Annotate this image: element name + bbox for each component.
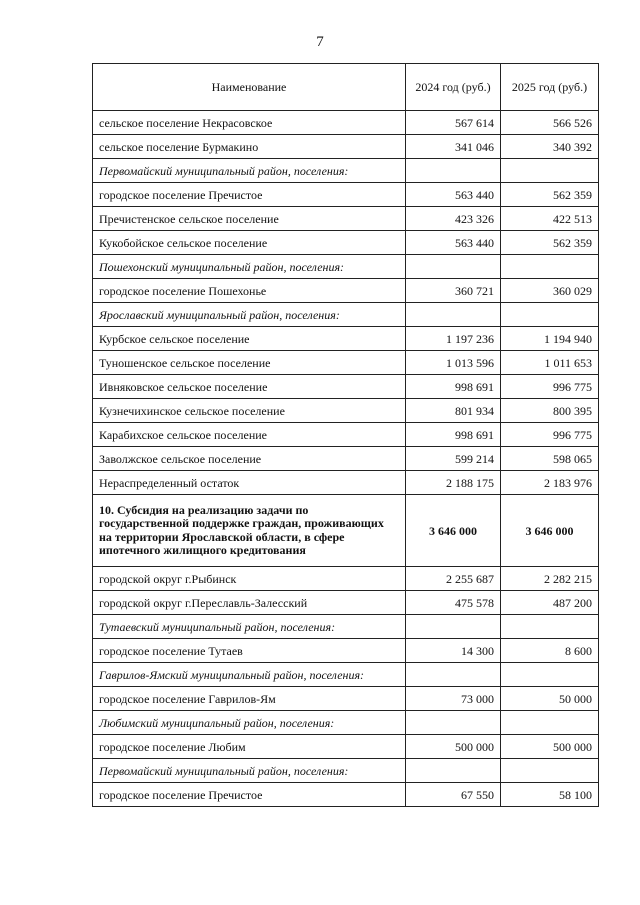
table-row: [93, 759, 599, 783]
value-2024-cell: 341 046: [406, 135, 501, 159]
name-cell: городское поселение Гаврилов-Ям: [93, 687, 406, 711]
page-number: 7: [316, 34, 324, 50]
header-row: [93, 64, 599, 111]
name-cell: сельское поселение Некрасовское: [93, 111, 406, 135]
value-2025-cell: 2 183 976: [501, 471, 599, 495]
table-row: [93, 255, 599, 279]
value-2025-cell: 8 600: [501, 639, 599, 663]
table-row: [93, 207, 599, 231]
table-row: [93, 351, 599, 375]
table-body: [93, 111, 599, 807]
name-cell: городское поселение Пречистое: [93, 183, 406, 207]
value-2025-cell: [501, 159, 599, 183]
value-2025-cell: 562 359: [501, 231, 599, 255]
table-row: [93, 159, 599, 183]
value-2025-cell: 566 526: [501, 111, 599, 135]
table-row: [93, 471, 599, 495]
name-cell: Ярославский муниципальный район, поселения:: [93, 303, 406, 327]
table-row: [93, 495, 599, 567]
name-cell: Первомайский муниципальный район, поселения:: [93, 759, 406, 783]
table-row: [93, 567, 599, 591]
value-2024-cell: [406, 759, 501, 783]
table-row: [93, 111, 599, 135]
name-cell: Карабихское сельское поселение: [93, 423, 406, 447]
value-2024-cell: 360 721: [406, 279, 501, 303]
name-cell: Любимский муниципальный район, поселения:: [93, 711, 406, 735]
table-row: [93, 711, 599, 735]
name-cell: городское поселение Пошехонье: [93, 279, 406, 303]
table-row: [93, 615, 599, 639]
table-row: [93, 663, 599, 687]
value-2024-cell: 14 300: [406, 639, 501, 663]
value-2024-cell: 599 214: [406, 447, 501, 471]
table-row: [93, 639, 599, 663]
value-2025-cell: [501, 303, 599, 327]
header-name: Наименование: [93, 64, 406, 111]
name-cell: Туношенское сельское поселение: [93, 351, 406, 375]
header-2025: 2025 год (руб.): [501, 64, 599, 111]
value-2025-cell: 340 392: [501, 135, 599, 159]
name-cell: Пречистенское сельское поселение: [93, 207, 406, 231]
value-2024-cell: [406, 159, 501, 183]
table-row: [93, 687, 599, 711]
value-2024-cell: 1 013 596: [406, 351, 501, 375]
table-row: [93, 375, 599, 399]
value-2025-cell: 562 359: [501, 183, 599, 207]
table-row: [93, 783, 599, 807]
value-2024-cell: 73 000: [406, 687, 501, 711]
name-cell: Ивняковское сельское поселение: [93, 375, 406, 399]
table-row: [93, 279, 599, 303]
value-2024-cell: 3 646 000: [406, 495, 501, 567]
table-row: [93, 423, 599, 447]
name-cell: городской округ г.Рыбинск: [93, 567, 406, 591]
table-row: [93, 591, 599, 615]
table-header: [93, 64, 599, 111]
value-2024-cell: [406, 663, 501, 687]
value-2025-cell: [501, 663, 599, 687]
value-2025-cell: 2 282 215: [501, 567, 599, 591]
table-row: [93, 447, 599, 471]
name-cell: Первомайский муниципальный район, поселения:: [93, 159, 406, 183]
name-cell: Заволжское сельское поселение: [93, 447, 406, 471]
header-2024: 2024 год (руб.): [406, 64, 501, 111]
value-2024-cell: [406, 303, 501, 327]
name-cell: Курбское сельское поселение: [93, 327, 406, 351]
table-row: [93, 135, 599, 159]
value-2024-cell: 475 578: [406, 591, 501, 615]
value-2025-cell: 500 000: [501, 735, 599, 759]
table-row: [93, 327, 599, 351]
value-2025-cell: 996 775: [501, 375, 599, 399]
value-2024-cell: 563 440: [406, 231, 501, 255]
value-2025-cell: 800 395: [501, 399, 599, 423]
value-2025-cell: [501, 255, 599, 279]
value-2024-cell: 567 614: [406, 111, 501, 135]
value-2025-cell: [501, 759, 599, 783]
value-2025-cell: 50 000: [501, 687, 599, 711]
value-2024-cell: 563 440: [406, 183, 501, 207]
name-cell: 10. Субсидия на реализацию задачи по государственной поддержке граждан, проживающих на территории Ярославской области, в сфере ипотечного жилищного кредитования: [93, 495, 406, 567]
name-cell: Тутаевский муниципальный район, поселения:: [93, 615, 406, 639]
table-row: [93, 399, 599, 423]
value-2025-cell: 487 200: [501, 591, 599, 615]
name-cell: Нераспределенный остаток: [93, 471, 406, 495]
value-2024-cell: 67 550: [406, 783, 501, 807]
value-2025-cell: 360 029: [501, 279, 599, 303]
value-2025-cell: 3 646 000: [501, 495, 599, 567]
name-cell: Гаврилов-Ямский муниципальный район, поселения:: [93, 663, 406, 687]
name-cell: городское поселение Тутаев: [93, 639, 406, 663]
name-cell: городской округ г.Переславль-Залесский: [93, 591, 406, 615]
value-2025-cell: [501, 615, 599, 639]
value-2025-cell: [501, 711, 599, 735]
value-2025-cell: 1 011 653: [501, 351, 599, 375]
table-row: [93, 735, 599, 759]
value-2024-cell: [406, 255, 501, 279]
table-row: [93, 303, 599, 327]
value-2024-cell: 998 691: [406, 423, 501, 447]
value-2024-cell: 801 934: [406, 399, 501, 423]
table-row: [93, 231, 599, 255]
name-cell: городское поселение Любим: [93, 735, 406, 759]
value-2025-cell: 996 775: [501, 423, 599, 447]
name-cell: сельское поселение Бурмакино: [93, 135, 406, 159]
table-row: [93, 183, 599, 207]
value-2024-cell: 2 255 687: [406, 567, 501, 591]
value-2025-cell: 1 194 940: [501, 327, 599, 351]
name-cell: Пошехонский муниципальный район, поселения:: [93, 255, 406, 279]
value-2024-cell: 1 197 236: [406, 327, 501, 351]
name-cell: Кузнечихинское сельское поселение: [93, 399, 406, 423]
value-2024-cell: [406, 615, 501, 639]
value-2025-cell: 422 513: [501, 207, 599, 231]
budget-table: [92, 63, 599, 807]
name-cell: Кукобойское сельское поселение: [93, 231, 406, 255]
value-2024-cell: 2 188 175: [406, 471, 501, 495]
value-2024-cell: 500 000: [406, 735, 501, 759]
value-2024-cell: 998 691: [406, 375, 501, 399]
value-2024-cell: 423 326: [406, 207, 501, 231]
name-cell: городское поселение Пречистое: [93, 783, 406, 807]
value-2024-cell: [406, 711, 501, 735]
value-2025-cell: 598 065: [501, 447, 599, 471]
value-2025-cell: 58 100: [501, 783, 599, 807]
